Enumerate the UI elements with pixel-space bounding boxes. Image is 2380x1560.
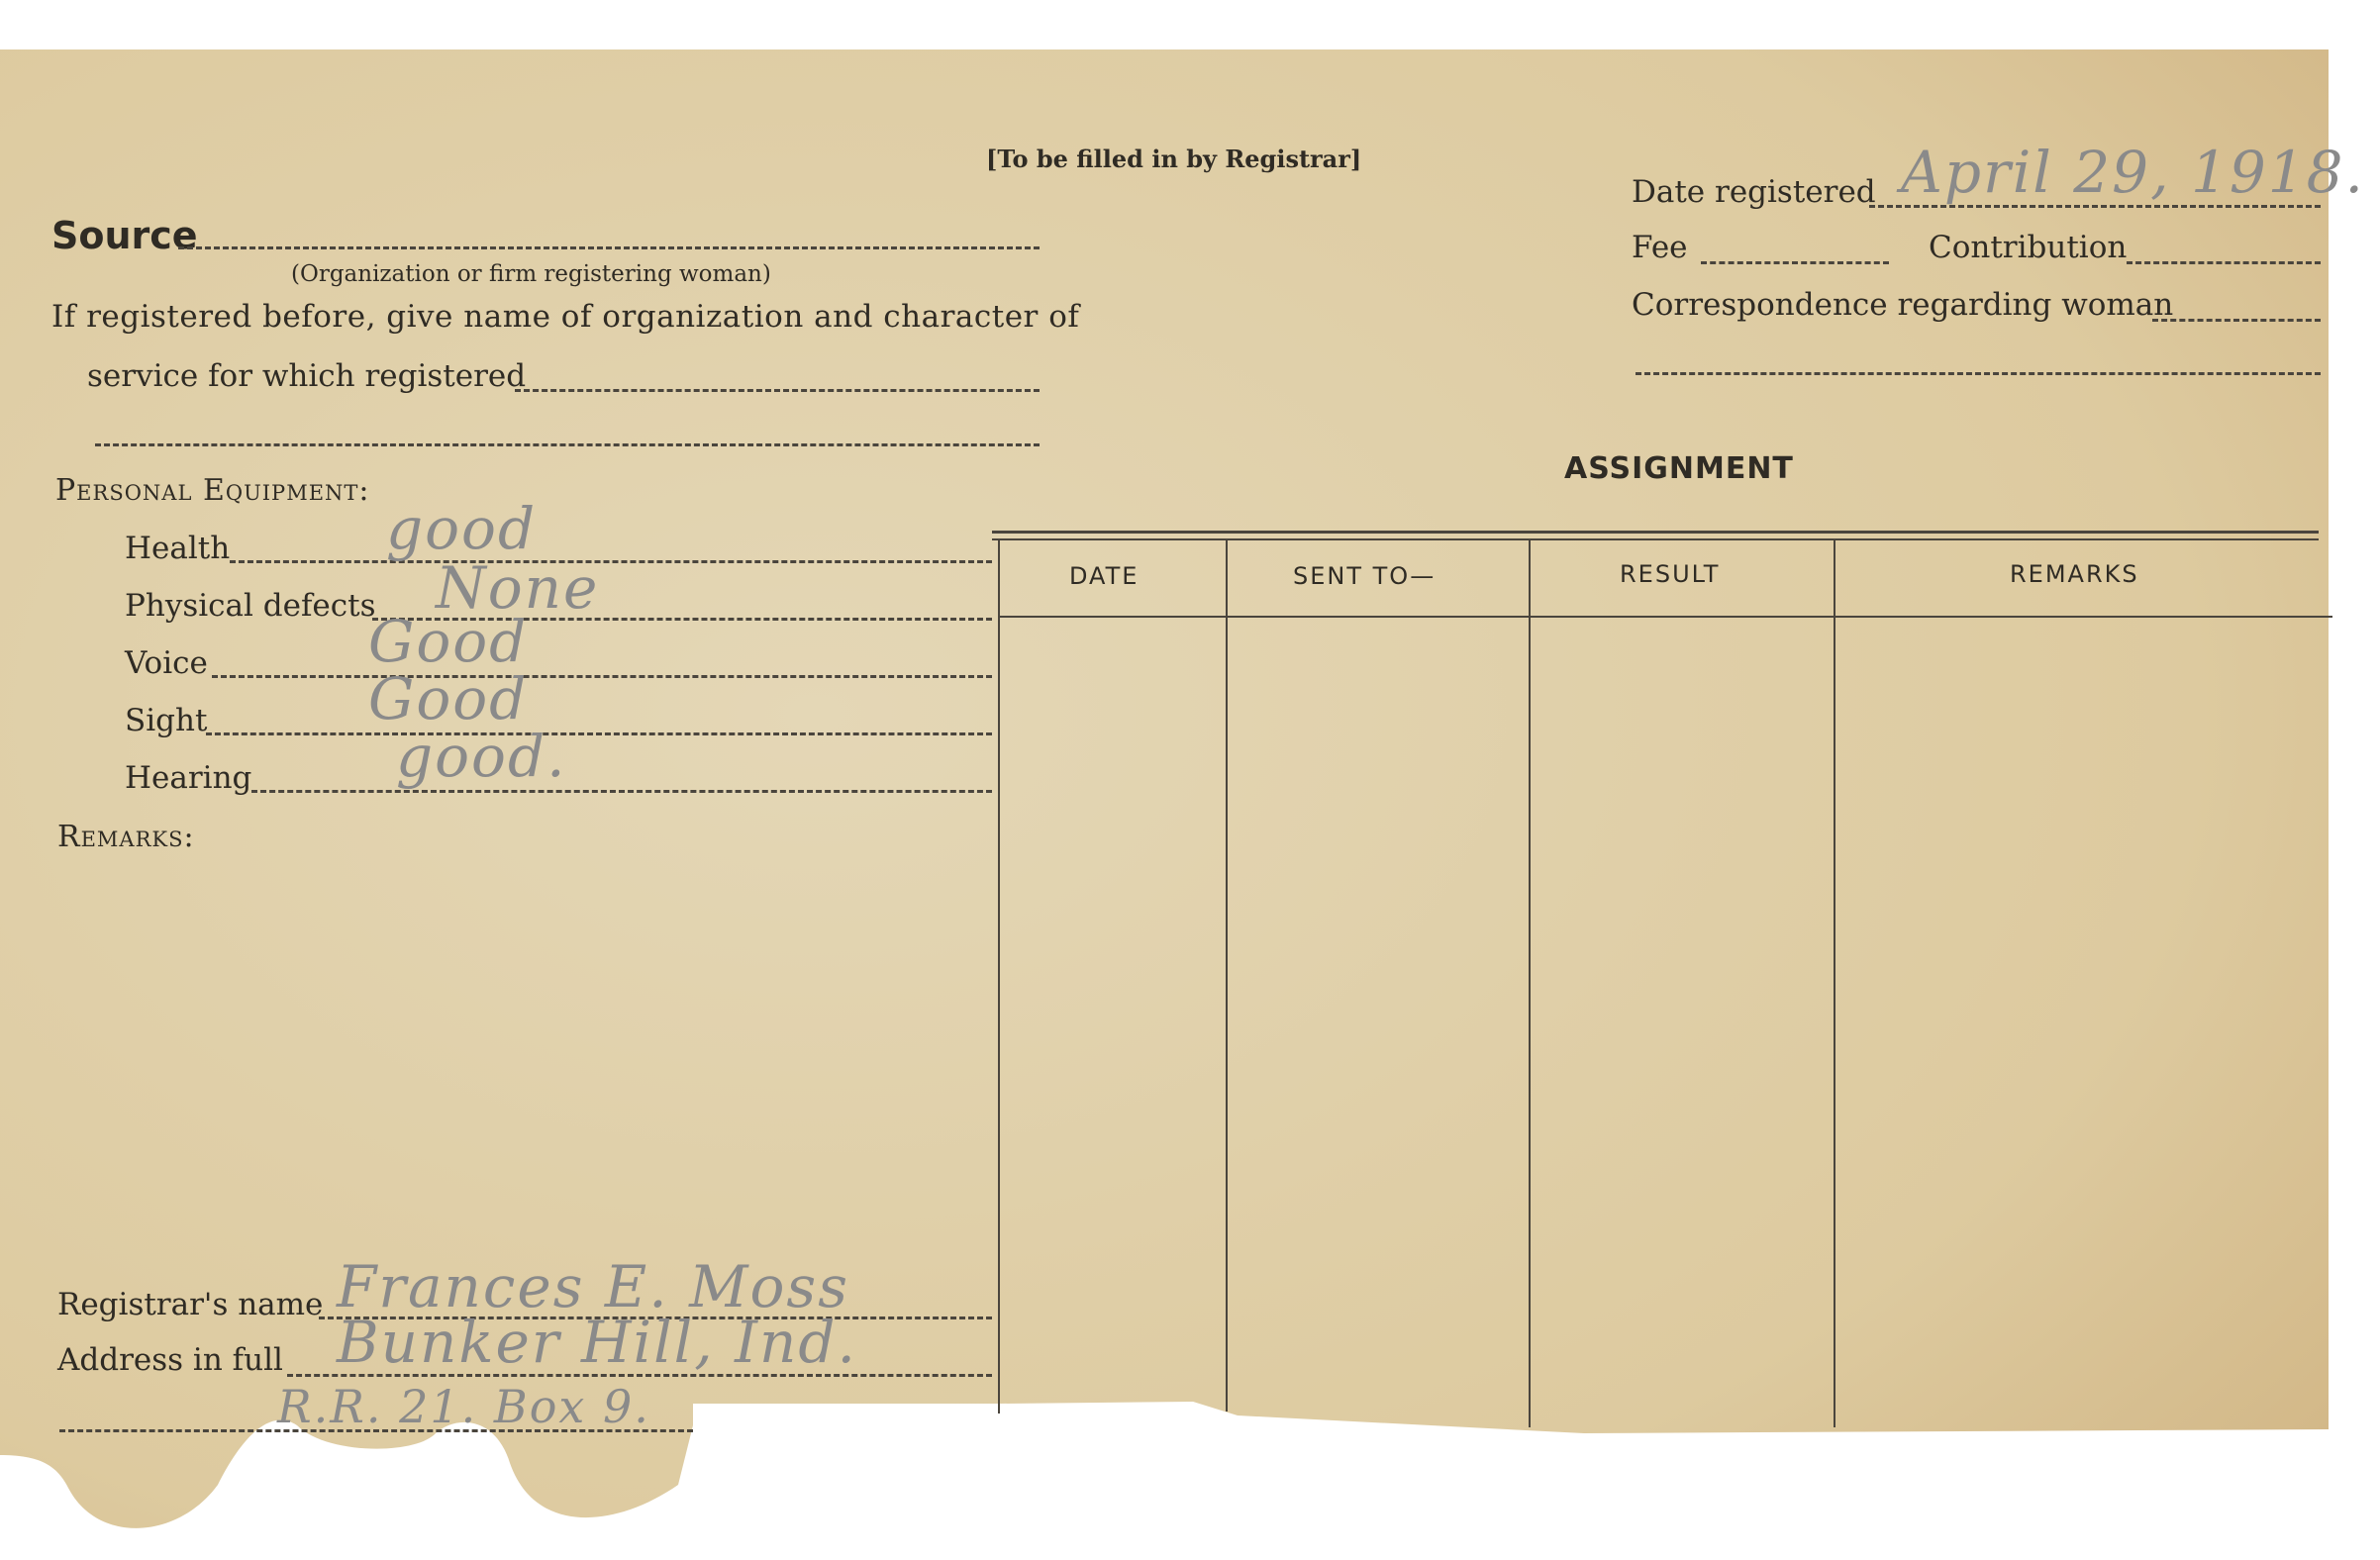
health-label: Health <box>125 531 231 566</box>
registrar-name-label: Registrar's name <box>57 1287 324 1322</box>
registered-before-extra-line <box>95 443 1040 446</box>
sight-line <box>206 732 992 735</box>
column-header-result: RESULT <box>1620 560 1721 588</box>
date-registered-label: Date registered <box>1632 174 1876 210</box>
personal-equipment-heading: Personal Equipment: <box>55 473 370 508</box>
correspondence-line <box>2152 319 2321 322</box>
health-value: good <box>386 495 538 562</box>
registrar-note: [To be filled in by Registrar] <box>986 145 1362 173</box>
assignment-top-rule <box>992 531 2319 534</box>
assignment-col-divider-1 <box>1226 540 1228 1412</box>
voice-value: Good <box>368 608 529 675</box>
address-value: Bunker Hill, Ind. <box>337 1309 857 1376</box>
source-label: Source <box>51 214 198 257</box>
correspondence-extra-line <box>1636 372 2321 375</box>
physical-defects-label: Physical defects <box>125 588 376 624</box>
health-line <box>230 560 992 563</box>
assignment-title: ASSIGNMENT <box>1564 451 1794 486</box>
voice-line <box>212 675 992 678</box>
voice-label: Voice <box>125 645 208 681</box>
contribution-label: Contribution <box>1929 230 2128 265</box>
hearing-line <box>251 790 992 793</box>
registered-before-line <box>515 389 1040 392</box>
column-header-remarks: REMARKS <box>2010 560 2139 588</box>
hearing-value: good. <box>396 723 567 790</box>
physical-defects-value: None <box>436 554 600 622</box>
correspondence-label: Correspondence regarding woman <box>1632 287 2174 323</box>
remarks-heading: Remarks: <box>57 820 195 854</box>
column-header-date: DATE <box>1069 562 1140 590</box>
assignment-header-rule <box>998 616 2332 618</box>
assignment-col-divider-3 <box>1834 540 1835 1427</box>
date-registered-value: April 29, 1918. <box>1901 139 2365 206</box>
address-value-2: R.R. 21. Box 9. <box>277 1380 650 1433</box>
registered-before-line2: service for which registered <box>87 358 527 394</box>
source-line <box>178 246 1040 249</box>
assignment-col-divider-2 <box>1529 540 1531 1427</box>
column-header-sent-to: SENT TO— <box>1293 562 1437 590</box>
assignment-top-rule-2 <box>992 538 2319 540</box>
registered-before-line1: If registered before, give name of organization and character of <box>51 299 1080 335</box>
sight-label: Sight <box>125 703 208 738</box>
source-note: (Organization or firm registering woman) <box>291 261 771 287</box>
fee-label: Fee <box>1632 230 1688 265</box>
registrar-name-value: Frances E. Moss <box>337 1253 849 1320</box>
hearing-label: Hearing <box>125 760 252 796</box>
address-label: Address in full <box>57 1342 283 1378</box>
contribution-line <box>2127 261 2321 264</box>
assignment-col-divider-0 <box>998 540 1000 1414</box>
fee-line <box>1701 261 1889 264</box>
sight-value: Good <box>368 665 529 732</box>
